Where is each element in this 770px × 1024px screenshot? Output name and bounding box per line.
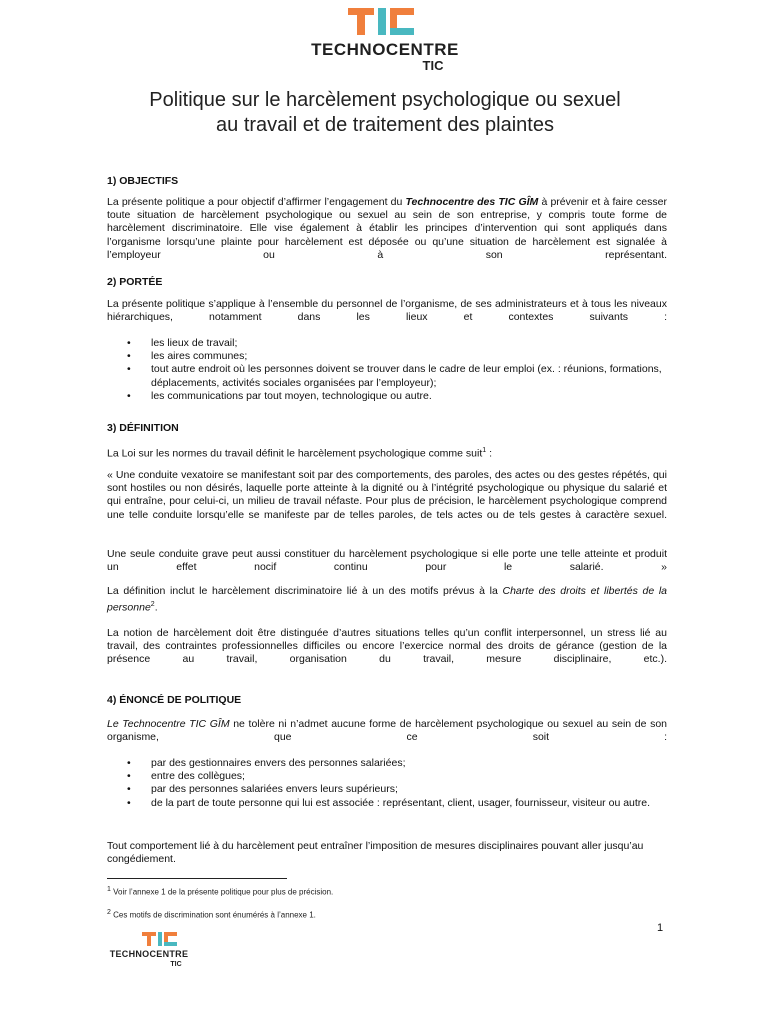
list-item — [107, 783, 667, 796]
bullet-icon: • — [127, 783, 131, 796]
list-item-text: les aires communes; — [151, 350, 248, 363]
section-2-paragraph: La présente politique s’applique à l’ensemble du personnel de l’organisme, de ses administrateurs et à tous les niveaux hiérarchiques, notamment dans les lieux et contextes suivants : — [107, 298, 667, 324]
s3-intro-text: La Loi sur les normes du travail définit le harcèlement psychologique comme suit — [107, 447, 483, 460]
section-3-quote-2: Une seule conduite grave peut aussi constituer du harcèlement psychologique si elle porte une telle atteinte et produit un effet nocif continu pour le salarié. » — [107, 548, 667, 574]
s1-text-b: à prévenir et à faire cesser toute situation de harcèlement psychologique ou sexuel au sein de son entreprise, y compris toute forme de harcèlement discriminatoire. Elle vise également à établir les principes d’intervention qui sont appliqués dans l’organisme lorsqu’une plainte pour harcèlement est déposée ou qu’une situation de harcèlement est signalée à l’employeur ou à son représentant. — [107, 196, 667, 261]
section-4-list — [107, 757, 667, 810]
section-4-heading: 4) ÉNONCÉ DE POLITIQUE — [107, 694, 242, 706]
footnote-text: Ces motifs de discrimination sont énumérés à l’annexe 1. — [110, 910, 316, 920]
section-1-paragraph — [107, 196, 667, 275]
tic-letter-marks — [142, 932, 177, 946]
logo-line2: TIC — [170, 961, 182, 968]
list-item — [107, 363, 667, 389]
list-item — [107, 337, 667, 350]
charter-title: Charte des droits et libertés de la personne — [107, 585, 667, 614]
list-item-text: par des gestionnaires envers des personnes salariées; — [151, 757, 406, 769]
section-2-list — [107, 337, 667, 403]
s4-text: ne tolère ni n’admet aucune forme de harcèlement psychologique ou sexuel au sein de son organisme, que ce soit : — [107, 718, 667, 744]
footnote-number: 1 — [107, 886, 111, 893]
list-item — [107, 770, 667, 783]
s1-org-name: Technocentre des TIC GÎM — [405, 196, 539, 208]
list-item-text: tout autre endroit où les personnes doivent se trouver dans le cadre de leur emploi (ex. : réunions, formations, déplacements, activités sociales organisées par l’employeur); — [151, 363, 662, 389]
section-2-heading: 2) PORTÉE — [107, 276, 163, 288]
technocentre-logo — [300, 8, 470, 78]
section-3-paragraph-3: La notion de harcèlement doit être distinguée d’autres situations telles qu’un conflit interpersonnel, un stress lié au travail, des contraintes professionnelles difficiles ou encore l’exercice normal des droits de gérance (gestion de la présence au travail, organisation du travail, mesure disciplinaire, etc.). — [107, 627, 667, 666]
bullet-icon: • — [127, 757, 131, 769]
section-3-intro — [107, 444, 667, 461]
footnote-ref-2: 2 — [150, 601, 155, 609]
s4-org-name: Le Technocentre TIC GÎM — [107, 718, 230, 730]
section-3-heading: 3) DÉFINITION — [107, 422, 179, 434]
s1-text-a: La présente politique a pour objectif d’affirmer l’engagement du — [107, 196, 406, 208]
footnote-number: 2 — [107, 909, 111, 916]
section-4-paragraph-2: Tout comportement lié à du harcèlement peut entraîner l’imposition de mesures disciplinaires pouvant aller jusqu’au congédiement. — [107, 840, 644, 866]
list-item-text: entre des collègues; — [151, 770, 245, 783]
page-number: 1 — [657, 922, 664, 934]
section-3-paragraph-2 — [107, 585, 667, 628]
list-item-text: de la part de toute personne qui lui est associée : représentant, client, usager, fournisseur, visiteur ou autre. — [151, 796, 651, 809]
bullet-icon: • — [127, 350, 131, 363]
title-line-2: au travail et de traitement des plaintes — [216, 114, 554, 136]
list-item — [107, 797, 667, 810]
bullet-icon: • — [127, 337, 131, 349]
s3-p2-text: La définition inclut le harcèlement discriminatoire lié à un des motifs prévus à la — [107, 585, 503, 597]
list-item — [107, 757, 667, 770]
list-item — [107, 350, 667, 363]
section-1-heading: 1) OBJECTIFS — [107, 175, 179, 187]
footnote-2 — [107, 908, 316, 921]
logo-line1: TECHNOCENTRE — [311, 40, 459, 59]
logo-line1: TECHNOCENTRE — [109, 949, 189, 959]
list-item-text: les communications par tout moyen, technologique ou autre. — [151, 389, 432, 402]
tic-letter-marks — [348, 8, 414, 35]
document-title — [60, 88, 710, 138]
s3-intro-end: : — [486, 447, 493, 460]
bullet-icon: • — [127, 796, 131, 809]
bullet-icon: • — [127, 389, 131, 402]
title-line-1: Politique sur le harcèlement psychologique ou sexuel — [149, 89, 621, 111]
section-4-paragraph — [107, 718, 667, 758]
bullet-icon: • — [127, 363, 131, 376]
footnote-separator — [107, 878, 287, 879]
bullet-icon: • — [127, 770, 131, 783]
footnote-text: Voir l’annexe 1 de la présente politique pour plus de précision. — [110, 887, 334, 897]
section-3-quote-1: « Une conduite vexatoire se manifestant soit par des comportements, des paroles, des actes ou des gestes répétés, qui sont hostiles ou non désirés, laquelle porte atteinte à la dignité ou à l’intégrité psychologique ou physique du salarié et qui entraîne, pour celui-ci, un milieu de travail néfaste. Pour plus de précision, le harcèlement psychologique comprend une telle conduite lorsqu’elle se manifeste par de telles paroles, de tels actes ou de tels gestes à caractère sexuel. — [107, 469, 667, 521]
list-item-text: par des personnes salariées envers leurs supérieurs; — [151, 783, 398, 796]
technocentre-logo-footer — [104, 932, 194, 972]
logo-line2: TIC — [422, 58, 444, 73]
list-item-text: les lieux de travail; — [151, 337, 238, 349]
footnote-ref-1: 1 — [482, 447, 487, 454]
s3-p2-end: . — [154, 601, 158, 614]
list-item — [107, 390, 667, 403]
footnote-1 — [107, 885, 333, 898]
